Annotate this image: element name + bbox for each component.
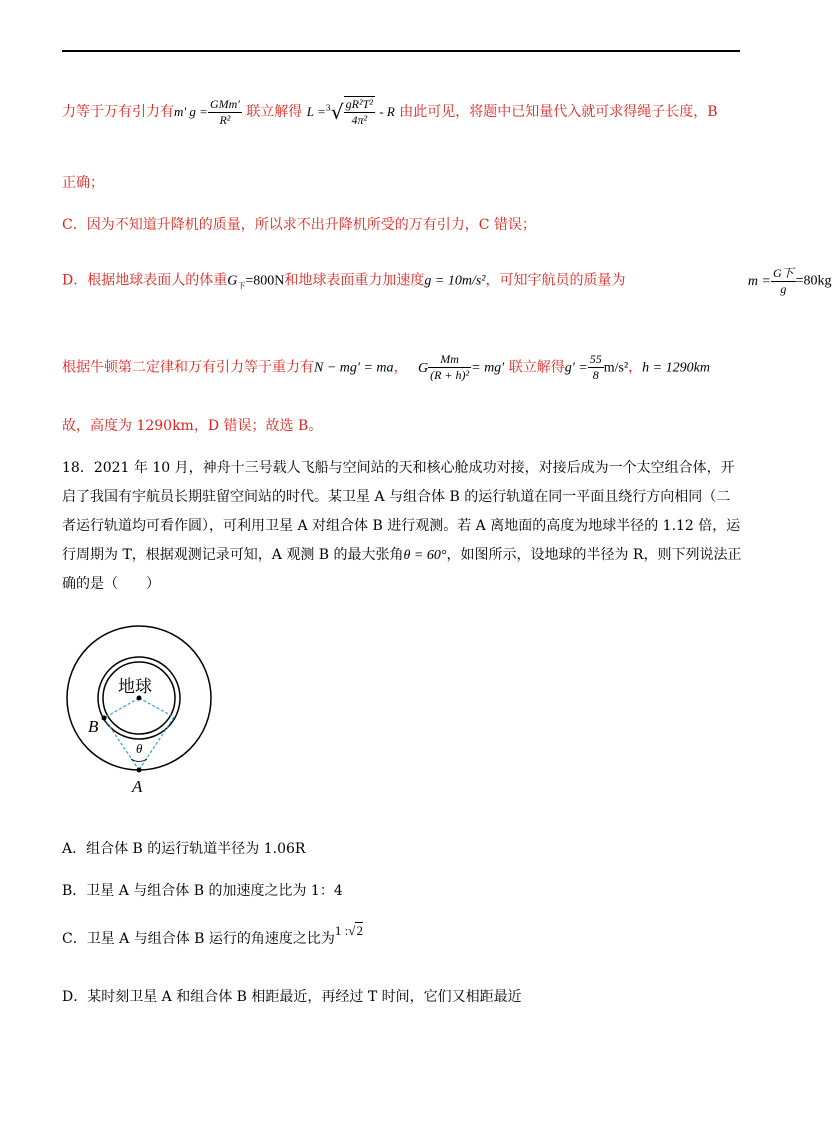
value: =800N	[245, 273, 285, 289]
text: 和地球表面重力加速度	[284, 272, 425, 289]
question-text: 2021 年 10 月，神舟十三号载人飞船与空间站的天和核心舱成功对接，对接后成为一个太空组合体，开启了我国有宇航员长期驻留空间站的时代。某卫星 A 与组合体 B 的运行轨道在同一平面且绕行方向相同（二者运行轨道均可看作圆），可利用卫星 A 对组合体 B 进行观测。若 A 离地面的高度为地球半径的 1.12 倍，运行周期为 T，根据观测记录可知，A 观测 B 的最大张角	[62, 460, 741, 563]
label-a: A	[132, 777, 143, 796]
denominator: R²	[219, 112, 231, 127]
question-text: ，如图所示，设地球的半径为 R，则下列说法正确的是（ ）	[62, 547, 742, 592]
text: C．卫星 A 与组合体 B 运行的角速度之比为	[62, 931, 335, 947]
radius-line	[139, 698, 174, 717]
solution-line-2: 正确；	[62, 175, 104, 191]
radius-line	[104, 698, 139, 718]
numerator: gR²T²	[345, 97, 373, 111]
text: 联立解得	[508, 359, 565, 376]
numerator: Mm	[428, 352, 471, 368]
solution-option-c: C．因为不知道升降机的质量，所以求不出升降机所受的万有引力，C 错误；	[62, 217, 536, 233]
question-number: 18．	[62, 460, 94, 476]
orbit-figure	[60, 628, 220, 798]
text: 力等于万有引力有	[62, 104, 174, 120]
numerator: G下	[772, 266, 794, 280]
equation: m =	[747, 273, 771, 289]
tangent-line	[139, 717, 174, 770]
ratio: 1 :√2	[334, 923, 363, 938]
earth-label: 地球	[118, 677, 152, 697]
solution-newton-line	[62, 352, 710, 383]
numerator: 55	[589, 352, 602, 366]
symbol: G	[227, 273, 238, 289]
option-c	[62, 923, 363, 948]
equation: g′ =	[564, 360, 588, 376]
text: ，	[393, 359, 408, 376]
equation: L =	[306, 104, 326, 119]
text: ，	[628, 359, 643, 376]
sqrt-sign: √	[330, 100, 344, 124]
solution-conclusion: 故，高度为 1290km，D 错误；故选 B。	[62, 418, 323, 434]
option-b: B．卫星 A 与组合体 B 的加速度之比为 1：4	[62, 883, 343, 899]
equation: G	[417, 360, 429, 376]
denominator: g	[780, 282, 787, 296]
fraction	[208, 97, 242, 128]
unit: m/s²	[603, 360, 629, 376]
text: ，可知宇航员的质量为	[485, 272, 626, 289]
numerator: GMm'	[209, 96, 240, 111]
equation: m' g =	[174, 104, 208, 119]
ratio-left: 1 :	[334, 923, 349, 938]
fraction	[771, 264, 796, 297]
solution-option-d	[62, 264, 832, 297]
ratio-right: 2	[356, 923, 363, 938]
equation: h = 1290km	[642, 360, 710, 376]
text: 根据牛顿第二定律和万有引力等于重力有	[62, 359, 314, 376]
denominator: (R + h)²	[430, 368, 470, 382]
denominator: 4π²	[351, 113, 368, 127]
option-a: A．组合体 B 的运行轨道半径为 1.06R	[62, 841, 306, 857]
text: 由此可见，将题中已知量代入就可求得绳子长度，B	[399, 104, 718, 120]
fraction	[344, 96, 375, 128]
value: =80kg	[795, 273, 832, 289]
fraction	[588, 352, 604, 383]
root-index: 3	[325, 103, 331, 113]
text: D．根据地球表面人的体重	[62, 272, 228, 289]
label-b: B	[88, 717, 99, 736]
header-rule	[62, 50, 740, 52]
question-18	[62, 454, 742, 599]
equation: = mg′	[471, 360, 505, 376]
equation: N − mg′ = ma	[314, 360, 394, 376]
text: 联立解得	[246, 104, 303, 120]
denominator: 8	[592, 368, 599, 382]
point-a	[137, 768, 142, 773]
option-d: D．某时刻卫星 A 和组合体 B 相距最近，再经过 T 时间，它们又相距最近	[62, 989, 522, 1005]
equation: - R	[379, 104, 395, 119]
point-b	[102, 716, 107, 721]
label-theta: θ	[136, 741, 143, 756]
subscript: 下	[237, 281, 246, 291]
theta-equation: θ = 60°	[403, 548, 447, 563]
fraction	[428, 352, 471, 383]
solution-line-1	[62, 96, 718, 128]
equation: g = 10m/s²	[424, 273, 486, 289]
